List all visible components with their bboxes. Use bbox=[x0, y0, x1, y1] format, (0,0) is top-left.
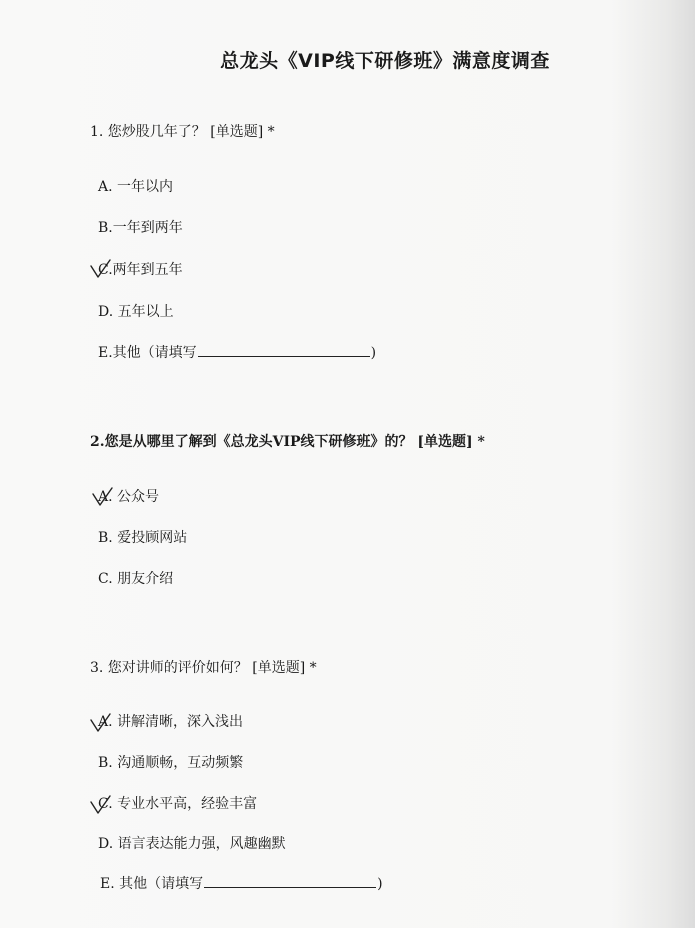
check-mark-icon bbox=[88, 712, 114, 734]
q3-option-a[interactable]: A. 讲解清晰，深入浅出 bbox=[98, 714, 244, 730]
q3-option-e-close: ) bbox=[377, 876, 383, 892]
question-3: 3. 您对讲师的评价如何？ [单选题] * bbox=[90, 660, 317, 676]
q2-option-c[interactable]: C. 朋友介绍 bbox=[98, 571, 174, 587]
question-1: 1. 您炒股几年了？ [单选题] * bbox=[90, 124, 275, 140]
check-mark-icon bbox=[90, 486, 116, 508]
q3-option-d[interactable]: D. 语言表达能力强，风趣幽默 bbox=[98, 836, 286, 852]
q3-option-b[interactable]: B. 沟通顺畅，互动频繁 bbox=[98, 755, 244, 771]
q3-option-e[interactable] bbox=[100, 873, 383, 893]
q1-fill-blank[interactable] bbox=[198, 344, 370, 357]
q1-option-e[interactable] bbox=[98, 342, 376, 362]
q2-option-b[interactable]: B. 爱投顾网站 bbox=[98, 530, 188, 546]
q1-option-a[interactable]: A. 一年以内 bbox=[98, 179, 174, 195]
check-mark-icon bbox=[88, 794, 114, 816]
check-mark-icon bbox=[88, 258, 114, 280]
q3-option-c[interactable]: C. 专业水平高，经验丰富 bbox=[98, 796, 258, 812]
q3-fill-blank[interactable] bbox=[204, 875, 376, 888]
q1-option-e-label: E.其他（请填写 bbox=[98, 345, 197, 361]
q1-option-b[interactable]: B.一年到两年 bbox=[98, 220, 183, 236]
q3-option-e-label: E. 其他（请填写 bbox=[100, 876, 204, 892]
question-2: 2.您是从哪里了解到《总龙头VIP线下研修班》的？ [单选题] * bbox=[90, 434, 485, 450]
q1-option-e-close: ) bbox=[370, 345, 377, 361]
q1-option-d[interactable]: D. 五年以上 bbox=[98, 304, 174, 320]
survey-title: 总龙头《VIP线下研修班》满意度调查 bbox=[220, 50, 550, 72]
q2-option-a[interactable]: A. 公众号 bbox=[98, 489, 160, 505]
q1-option-c[interactable]: C.两年到五年 bbox=[98, 262, 183, 278]
